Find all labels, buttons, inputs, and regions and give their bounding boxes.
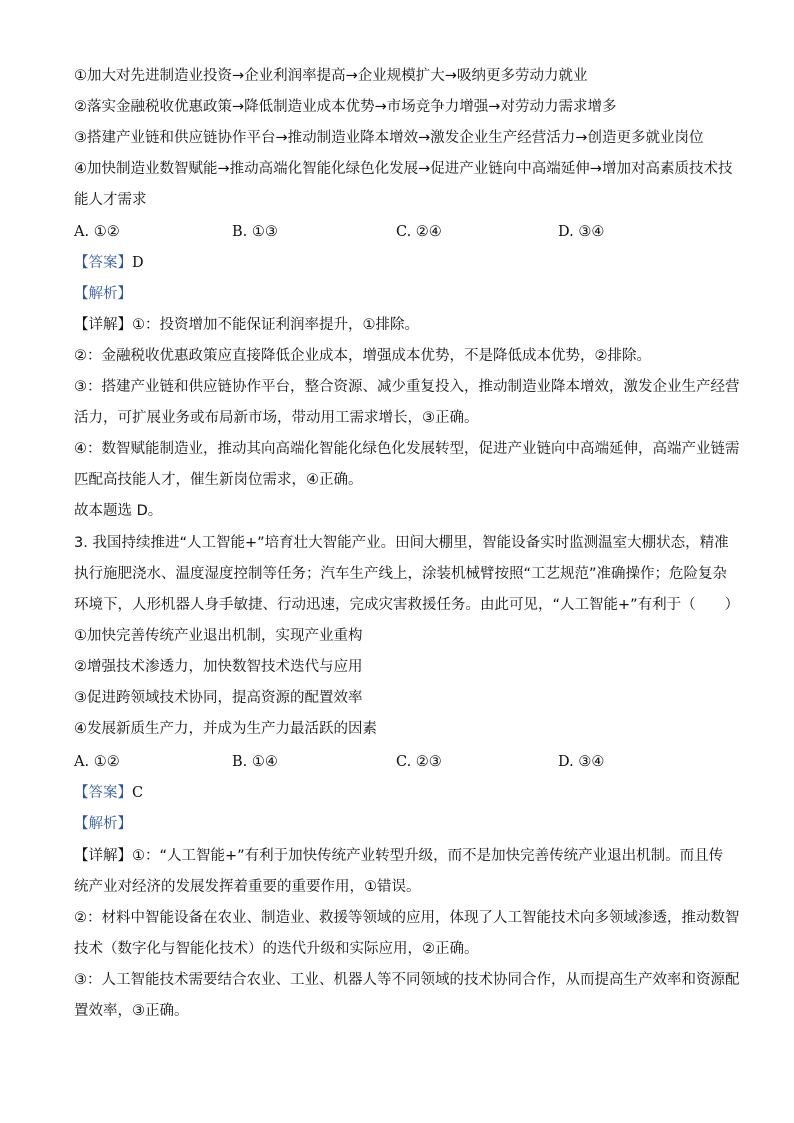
q3-statement-4: ④发展新质生产力，并成为生产力最活跃的因素: [74, 721, 377, 737]
q2-answer-line: [74, 253, 734, 273]
q3-detail-line-2: 统产业对经济的发展发挥着重要的重要作用，①错误。: [74, 879, 421, 895]
q3-answer-line: [74, 783, 734, 803]
q2-detail-text-1: ①：投资增加不能保证利润率提升，①排除。: [132, 317, 419, 333]
q3-statement-1: ①加快完善传统产业退出机制，实现产业重构: [74, 628, 363, 644]
q3-detail-line-6: 置效率，③正确。: [74, 1003, 189, 1019]
q2-statement-4-cont: 能人才需求: [74, 192, 147, 208]
q3-answer-tag: 【答案】: [74, 785, 132, 801]
q3-detail-line-1: [74, 846, 734, 866]
q2-option-a: A. ①②: [74, 224, 120, 240]
q2-analysis-tag: 【解析】: [74, 286, 132, 302]
q3-detail-line-5: ③：人工智能技术需要结合农业、工业、机器人等不同领域的技术协同合作，从而提高生产效率和资源配: [74, 972, 740, 988]
q2-detail-line-6: 匹配高技能人才，催生新岗位需求，④正确。: [74, 472, 363, 488]
q3-analysis-tag: 【解析】: [74, 816, 132, 832]
q2-option-b: B. ①③: [232, 224, 278, 240]
q2-statement-1: ①加大对先进制造业投资→企业利润率提高→企业规模扩大→吸纳更多劳动力就业: [74, 68, 588, 84]
q3-detail-line-3: ②：材料中智能设备在农业、制造业、救援等领域的应用，体现了人工智能技术向多领域渗透，推动数智: [74, 910, 740, 926]
q2-detail-tag: 【详解】: [74, 317, 132, 333]
q2-statement-3: ③搭建产业链和供应链协作平台→推动制造业降本增效→激发企业生产经营活力→创造更多就业岗位: [74, 130, 704, 146]
q2-option-c: C. ②④: [396, 224, 442, 240]
q3-option-c: C. ②③: [396, 754, 442, 770]
q3-detail-tag: 【详解】: [74, 848, 132, 864]
q2-analysis-line: [74, 284, 734, 304]
q3-analysis-line: [74, 814, 734, 834]
q3-stem-line-1: 3. 我国持续推进“人工智能+”培育壮大智能产业。田间大棚里，智能设备实时监测温室大棚状态，精准: [74, 535, 729, 551]
q3-detail-line-4: 技术（数字化与智能化技术）的迭代升级和实际应用，②正确。: [74, 941, 479, 957]
q3-option-d: D. ③④: [558, 754, 605, 770]
q2-detail-line-4: 活力，可扩展业务或布局新市场，带动用工需求增长，③正确。: [74, 410, 479, 426]
q2-detail-line-3: ③：搭建产业链和供应链协作平台，整合资源、减少重复投入，推动制造业降本增效，激发企业生产经营: [74, 379, 740, 395]
q3-stem-line-3: 环境下，人形机器人身手敏捷、行动迅速，完成灾害救援任务。由此可见，“人工智能+”有利于（ ）: [74, 597, 740, 613]
q2-option-d: D. ③④: [558, 224, 605, 240]
q3-stem-line-2: 执行施肥浇水、温度湿度控制等任务；汽车生产线上，涂装机械臂按照“工艺规范”准确操作；危险复杂: [74, 566, 728, 582]
q3-option-b: B. ①④: [232, 754, 278, 770]
q3-statement-2: ②增强技术渗透力，加快数智技术迭代与应用: [74, 659, 363, 675]
q2-detail-line-5: ④：数智赋能制造业，推动其向高端化智能化绿色化发展转型，促进产业链向中高端延伸，高端产业链需: [74, 441, 740, 457]
q2-statement-2: ②落实金融税收优惠政策→降低制造业成本优势→市场竞争力增强→对劳动力需求增多: [74, 99, 617, 115]
q2-answer-value: D: [132, 255, 144, 271]
q3-statement-3: ③促进跨领域技术协同，提高资源的配置效率: [74, 690, 363, 706]
q2-detail-line-1: [74, 315, 734, 335]
q3-answer-value: C: [132, 785, 144, 801]
q3-option-a: A. ①②: [74, 754, 120, 770]
q2-answer-tag: 【答案】: [74, 255, 132, 271]
q2-conclusion: 故本题选 D。: [74, 503, 163, 519]
q3-detail-text-1: ①：“人工智能+”有利于加快传统产业转型升级，而不是加快完善传统产业退出机制。而且传: [132, 848, 724, 864]
q2-detail-line-2: ②：金融税收优惠政策应直接降低企业成本，增强成本优势，不是降低成本优势，②排除。: [74, 348, 651, 364]
q2-statement-4: ④加快制造业数智赋能→推动高端化智能化绿色化发展→促进产业链向中高端延伸→增加对高素质技术技: [74, 161, 733, 177]
